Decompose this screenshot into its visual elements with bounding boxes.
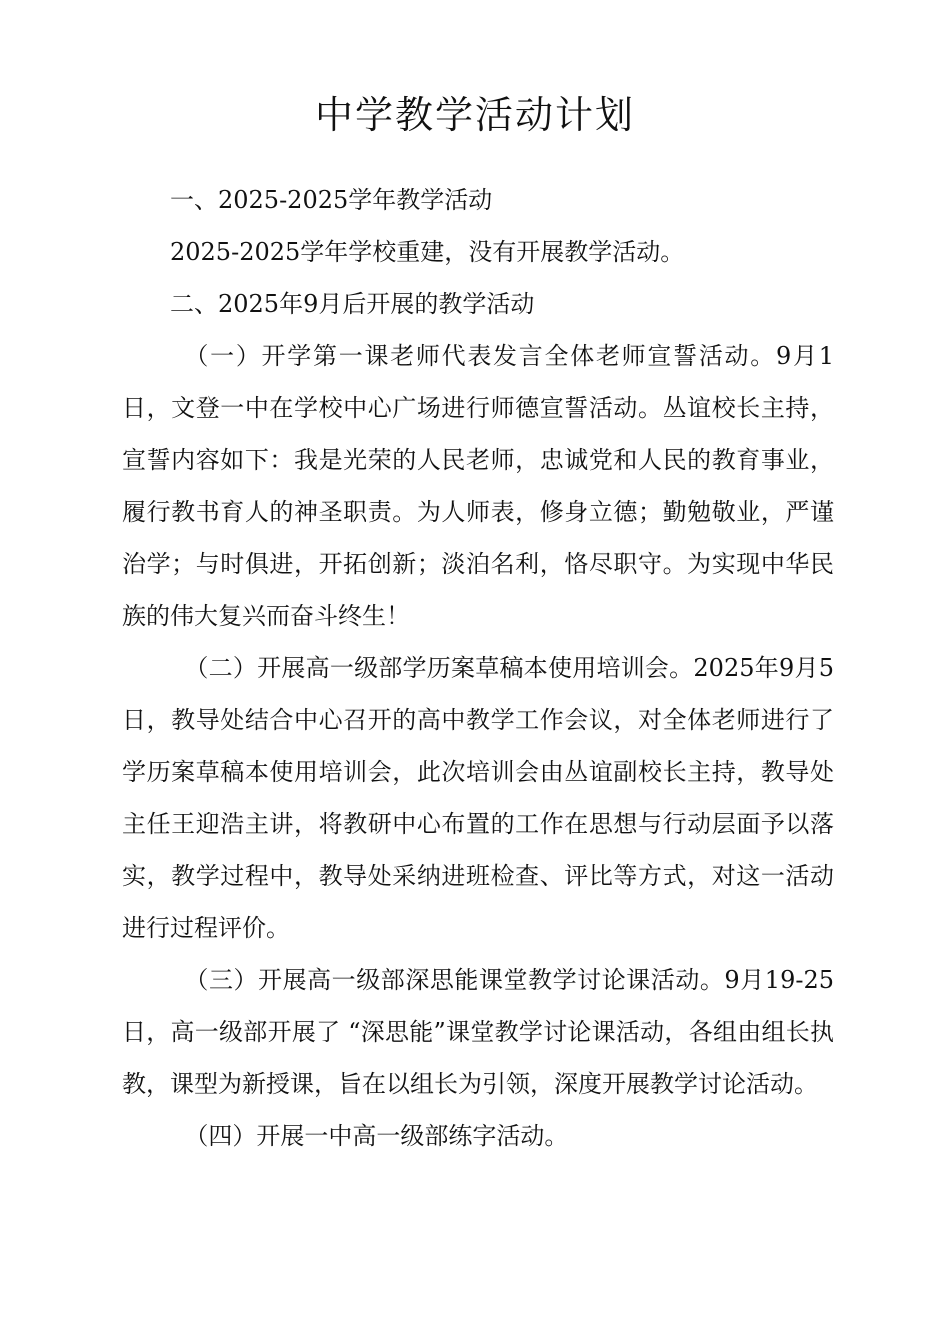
paragraph-1: 2025-2025学年学校重建，没有开展教学活动。 [170,238,685,266]
paragraph-item-4: （四）开展一中高一级部练字活动。 [184,1122,569,1150]
document-body [122,174,834,1162]
paragraph-item-3: （三）开展高一级部深思能课堂教学讨论课活动。9月19-25日，高一级部开展了 “深思能”课堂教学讨论课活动，各组由组长执教，课型为新授课，旨在以组长为引领，深度开展教学讨论活动。 [122,966,834,1098]
section-heading-2: 二、2025年9月后开展的教学活动 [170,290,535,318]
paragraph-item-1: （一）开学第一课老师代表发言全体老师宣誓活动。9月1日，文登一中在学校中心广场进行师德宣誓活动。丛谊校长主持，宣誓内容如下：我是光荣的人民老师，忠诚党和人民的教育事业，履行教书育人的神圣职责。为人师表，修身立德；勤勉敬业，严谨治学；与时俱进，开拓创新；淡泊名利，恪尽职守。为实现中华民族的伟大复兴而奋斗终生！ [122,342,834,630]
section-heading-1: 一、2025-2025学年教学活动 [170,186,493,214]
paragraph-item-2: （二）开展高一级部学历案草稿本使用培训会。2025年9月5日，教导处结合中心召开的高中教学工作会议，对全体老师进行了学历案草稿本使用培训会，此次培训会由丛谊副校长主持，教导处主任王迎浩主讲，将教研中心布置的工作在思想与行动层面予以落实，教学过程中，教导处采纳进班检查、评比等方式，对这一活动进行过程评价。 [122,654,834,942]
document-title: 中学教学活动计划 [314,93,635,137]
